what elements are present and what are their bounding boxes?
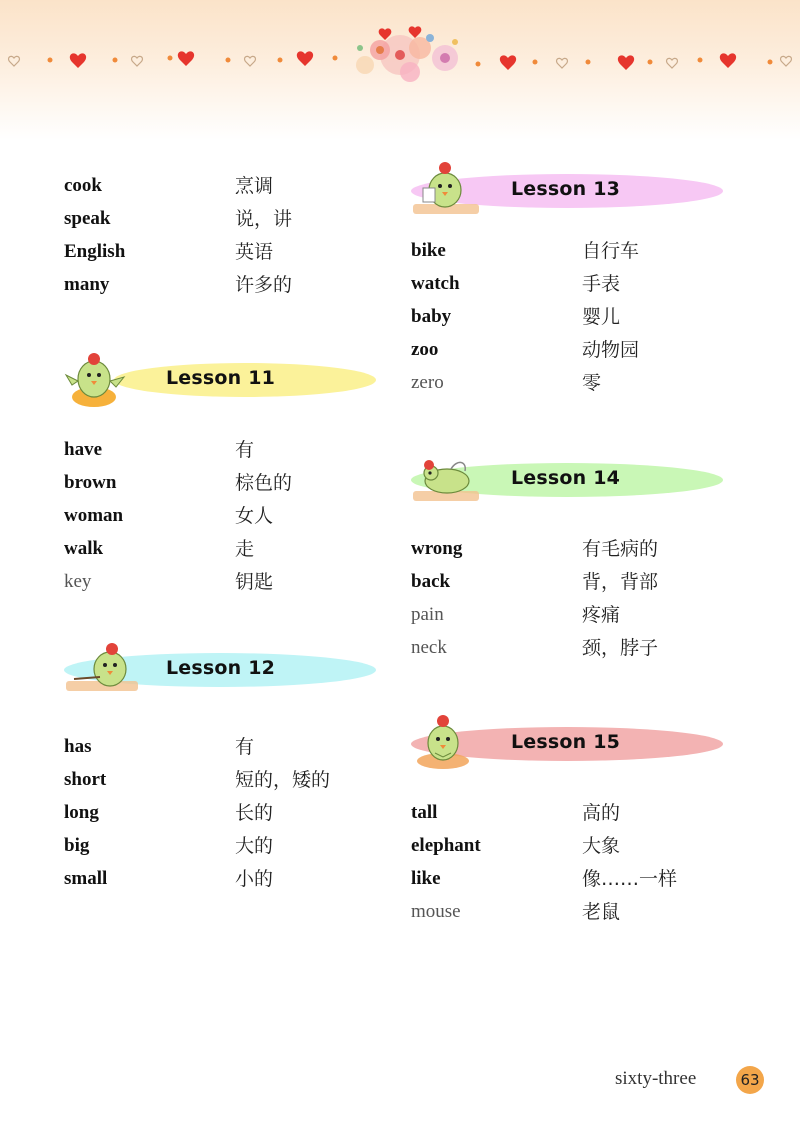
vocab-row <box>64 733 384 766</box>
vocab-word: wrong <box>411 538 463 559</box>
vocab-meaning: 像……一样 <box>582 868 678 890</box>
vocab-meaning: 烹调 <box>235 175 274 197</box>
vocab-meaning: 许多的 <box>235 274 293 296</box>
vocab-row <box>411 303 731 336</box>
vocab-word: bike <box>411 240 446 261</box>
vocab-meaning: 大的 <box>235 835 274 857</box>
bird-mascot-icon <box>411 445 491 515</box>
vocab-word: zero <box>411 372 444 393</box>
vocab-row <box>411 832 731 865</box>
vocab-row <box>411 270 731 303</box>
vocab-word: key <box>64 571 92 592</box>
lesson-11-header <box>64 345 394 415</box>
vocab-row <box>64 238 384 271</box>
lesson-title: Lesson 11 <box>166 367 276 389</box>
vocab-meaning: 英语 <box>235 241 274 263</box>
vocab-meaning: 钥匙 <box>235 571 274 593</box>
vocab-word: woman <box>64 505 124 526</box>
vocab-word: short <box>64 769 107 790</box>
vocab-row <box>64 469 384 502</box>
vocab-meaning: 长的 <box>235 802 274 824</box>
vocab-row <box>64 568 384 601</box>
vocab-word: back <box>411 571 451 592</box>
vocab-word: cook <box>64 175 102 196</box>
flower-cluster-icon <box>356 26 458 82</box>
vocab-row <box>64 799 384 832</box>
vocab-row <box>64 832 384 865</box>
vocab-row <box>64 436 384 469</box>
vocab-row <box>64 535 384 568</box>
vocab-word: pain <box>411 604 444 625</box>
vocab-meaning: 婴儿 <box>582 306 621 328</box>
vocab-meaning: 手表 <box>582 273 621 295</box>
vocab-word: like <box>411 868 441 889</box>
vocab-word: big <box>64 835 90 856</box>
vocab-word: walk <box>64 538 104 559</box>
vocab-word: many <box>64 274 110 295</box>
vocab-word: zoo <box>411 339 439 360</box>
vocab-row <box>411 336 731 369</box>
vocab-row <box>411 634 731 667</box>
vocab-meaning: 有毛病的 <box>582 538 659 560</box>
vocab-word: baby <box>411 306 452 327</box>
vocab-word: English <box>64 241 126 262</box>
vocab-word: has <box>64 736 92 757</box>
bird-mascot-icon <box>411 709 491 779</box>
vocab-word: neck <box>411 637 447 658</box>
vocab-meaning: 说，讲 <box>235 208 293 230</box>
vocab-meaning: 有 <box>235 439 255 461</box>
page-number: 63 <box>740 1071 760 1089</box>
vocab-meaning: 高的 <box>582 802 621 824</box>
vocab-word: brown <box>64 472 117 493</box>
bird-mascot-icon <box>64 345 130 415</box>
vocab-row <box>411 601 731 634</box>
lesson-title: Lesson 14 <box>511 467 621 489</box>
page-number-badge <box>736 1066 764 1094</box>
vocab-meaning: 动物园 <box>582 339 640 361</box>
vocab-meaning: 小的 <box>235 868 274 890</box>
vocab-row <box>64 865 384 898</box>
vocab-row <box>411 369 731 402</box>
vocab-meaning: 背，背部 <box>582 571 659 593</box>
bird-mascot-icon <box>64 635 154 705</box>
vocab-word: tall <box>411 802 438 823</box>
vocab-word: long <box>64 802 99 823</box>
lesson-15-header <box>411 709 741 779</box>
vocab-meaning: 走 <box>235 538 255 560</box>
vocab-row <box>64 766 384 799</box>
lesson-14-header <box>411 445 741 515</box>
vocab-row <box>411 865 731 898</box>
vocab-row <box>411 237 731 270</box>
vocab-meaning: 零 <box>582 372 602 394</box>
lesson-title: Lesson 12 <box>166 657 276 679</box>
vocab-meaning: 颈，脖子 <box>582 637 659 659</box>
vocab-meaning: 女人 <box>235 505 274 527</box>
lesson-12-header <box>64 635 394 705</box>
vocab-word: speak <box>64 208 111 229</box>
vocab-word: watch <box>411 273 460 294</box>
vocab-meaning: 大象 <box>582 835 621 857</box>
vocab-meaning: 疼痛 <box>582 604 621 626</box>
header-decoration <box>0 0 800 120</box>
vocab-row <box>64 205 384 238</box>
vocab-meaning: 短的，矮的 <box>235 769 331 791</box>
vocab-word: have <box>64 439 102 460</box>
lesson-title: Lesson 13 <box>511 178 621 200</box>
vocab-row <box>64 172 384 205</box>
vocab-row <box>64 271 384 304</box>
lesson-title: Lesson 15 <box>511 731 621 753</box>
vocab-word: elephant <box>411 835 481 856</box>
vocab-meaning: 有 <box>235 736 255 758</box>
vocab-row <box>411 568 731 601</box>
lesson-13-header <box>411 156 741 226</box>
vocab-row <box>411 898 731 931</box>
page-number-words: sixty-three <box>615 1068 697 1089</box>
vocab-meaning: 自行车 <box>582 240 640 262</box>
vocab-row <box>411 535 731 568</box>
vocab-row <box>411 799 731 832</box>
vocab-meaning: 棕色的 <box>235 472 293 494</box>
vocab-word: small <box>64 868 108 889</box>
bird-mascot-icon <box>411 156 491 226</box>
vocab-meaning: 老鼠 <box>582 901 621 923</box>
vocab-row <box>64 502 384 535</box>
vocab-word: mouse <box>411 901 461 922</box>
